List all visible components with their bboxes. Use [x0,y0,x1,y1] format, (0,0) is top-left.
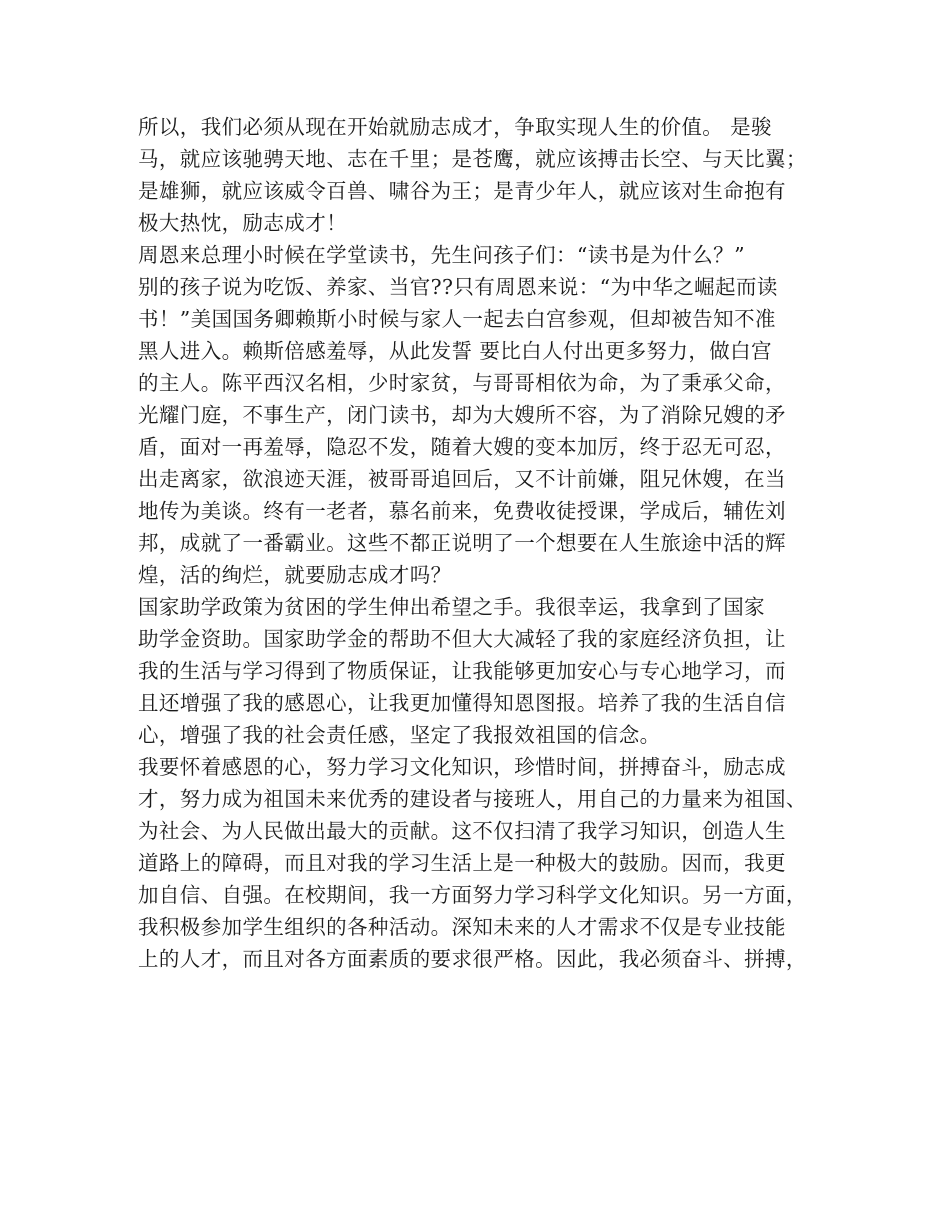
text-line: 马，就应该驰骋天地、志在千里；是苍鹰，就应该搏击长空、与天比翼； [138,147,807,171]
text-line: 上的人才，而且对各方面素质的要求很严格。因此，我必须奋斗、拼搏， [138,947,807,971]
text-line: 黑人进入。赖斯倍感羞辱，从此发誓 要比白人付出更多努力，做白宫 [138,339,772,363]
text-line: 周恩来总理小时候在学堂读书，先生问孩子们：“读书是为什么？” [138,243,745,267]
text-line: 极大热忱，励志成才！ [138,211,347,235]
text-line: 助学金资助。国家助学金的帮助不但大大减轻了我的家庭经济负担，让 [138,627,786,651]
text-line: 煌，活的绚烂，就要励志成才吗？ [138,563,452,587]
text-line: 光耀门庭，不事生产，闭门读书，却为大嫂所不容，为了消除兄嫂的矛 [138,403,786,427]
text-line: 为社会、为人民做出最大的贡献。这不仅扫清了我学习知识，创造人生 [138,819,786,843]
text-line: 盾，面对一再羞辱，隐忍不发，随着大嫂的变本加厉，终于忍无可忍， [138,435,786,459]
text-line: 的主人。陈平西汉名相，少时家贫，与哥哥相依为命，为了秉承父命， [138,371,786,395]
text-line: 道路上的障碍，而且对我的学习生活上是一种极大的鼓励。因而，我更 [138,851,786,875]
text-line: 是雄狮，就应该威令百兽、啸谷为王；是青少年人，就应该对生命抱有 [138,179,786,203]
text-line: 所以，我们必须从现在开始就励志成才，争取实现人生的价值。 是骏 [138,115,772,139]
text-line: 心，增强了我的社会责任感，坚定了我报效祖国的信念。 [138,723,661,747]
text-line: 国家助学政策为贫困的学生伸出希望之手。我很幸运，我拿到了国家 [138,595,765,619]
text-line: 书！”美国国务卿赖斯小时候与家人一起去白宫参观，但却被告知不准 [138,307,776,331]
text-line: 邦，成就了一番霸业。这些不都正说明了一个想要在人生旅途中活的辉 [138,531,786,555]
document-body [138,111,828,975]
text-line: 我积极参加学生组织的各种活动。深知未来的人才需求不仅是专业技能 [138,915,786,939]
text-line: 我的生活与学习得到了物质保证，让我能够更加安心与专心地学习，而 [138,659,786,683]
text-line: 加自信、自强。在校期间，我一方面努力学习科学文化知识。另一方面， [138,883,807,907]
text-line: 才，努力成为祖国未来优秀的建设者与接班人，用自己的力量来为祖国、 [138,787,807,811]
text-line: 地传为美谈。终有一老者，慕名前来，免费收徒授课，学成后，辅佐刘 [138,499,786,523]
text-line: 出走离家，欲浪迹天涯，被哥哥追回后，又不计前嫌，阻兄休嫂，在当 [138,467,786,491]
text-line: 且还增强了我的感恩心，让我更加懂得知恩图报。培养了我的生活自信 [138,691,786,715]
text-line: 别的孩子说为吃饭、养家、当官??只有周恩来说：“为中华之崛起而读 [138,275,778,299]
text-line: 我要怀着感恩的心，努力学习文化知识，珍惜时间，拼搏奋斗，励志成 [138,755,786,779]
